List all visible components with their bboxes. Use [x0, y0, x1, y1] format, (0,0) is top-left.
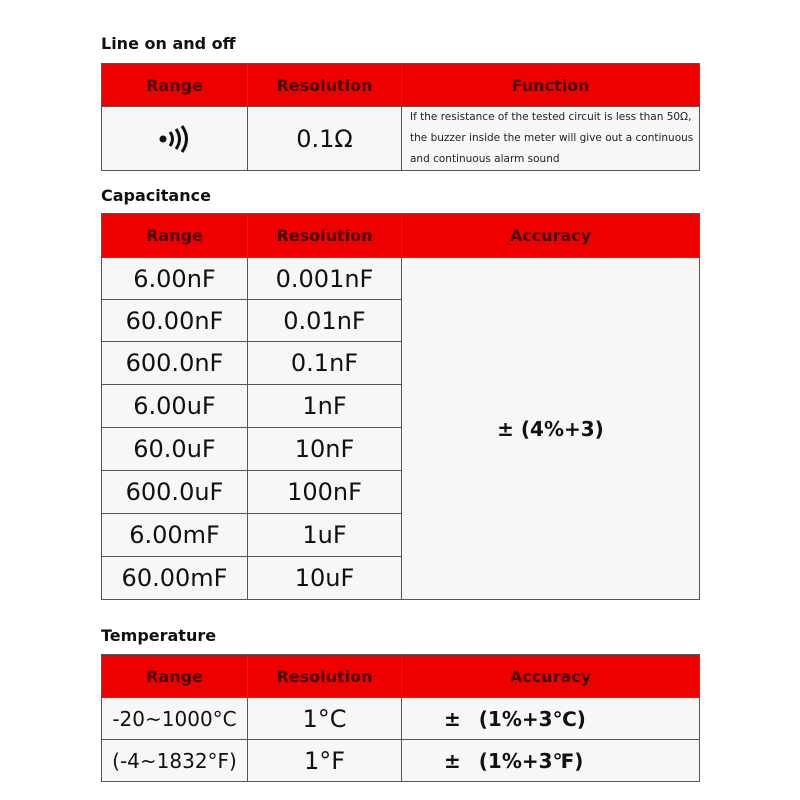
header-resolution: Resolution — [248, 64, 402, 107]
range-cell: 6.00mF — [102, 514, 248, 557]
header-accuracy: Accuracy — [402, 655, 700, 698]
header-accuracy: Accuracy — [402, 214, 700, 258]
function-line: If the resistance of the tested circuit is less than 50Ω, — [410, 111, 692, 123]
resolution-cell: 0.01nF — [248, 300, 402, 342]
range-cell: 60.00nF — [102, 300, 248, 342]
continuity-title: Line on and off — [101, 34, 236, 53]
resolution-cell: 1°F — [248, 740, 402, 782]
accuracy-value: (1%+3℃) — [478, 706, 586, 731]
range-cell: 60.00mF — [102, 557, 248, 600]
range-cell: 6.00nF — [102, 258, 248, 300]
table-row — [102, 107, 700, 171]
resolution-cell: 100nF — [248, 471, 402, 514]
range-cell: (-4~1832°F) — [102, 740, 248, 782]
accuracy-value: (1%+3℉) — [478, 748, 584, 773]
table-header-row — [102, 655, 700, 698]
header-range: Range — [102, 64, 248, 107]
continuity-table — [101, 63, 700, 171]
temperature-table — [101, 654, 700, 782]
table-header-row — [102, 214, 700, 258]
header-resolution: Resolution — [248, 655, 402, 698]
range-cell: -20~1000°C — [102, 698, 248, 740]
header-resolution: Resolution — [248, 214, 402, 258]
function-cell — [402, 107, 700, 171]
range-cell: 6.00uF — [102, 385, 248, 428]
plus-minus-sign: ± — [444, 706, 461, 731]
table-row — [102, 698, 700, 740]
accuracy-cell: ± (4%+3) — [402, 258, 700, 600]
table-header-row — [102, 64, 700, 107]
function-line: and continuous alarm sound — [410, 153, 560, 165]
capacitance-table — [101, 213, 700, 600]
buzzer-icon — [155, 124, 195, 154]
header-range: Range — [102, 214, 248, 258]
resolution-cell: 1°C — [248, 698, 402, 740]
accuracy-cell — [402, 740, 700, 782]
resolution-cell: 0.001nF — [248, 258, 402, 300]
header-function: Function — [402, 64, 700, 107]
resolution-cell: 0.1nF — [248, 342, 402, 385]
function-line: the buzzer inside the meter will give out a continuous — [410, 132, 694, 144]
temperature-title: Temperature — [101, 626, 217, 645]
resolution-cell: 1nF — [248, 385, 402, 428]
capacitance-title: Capacitance — [101, 186, 211, 205]
resolution-cell: 10uF — [248, 557, 402, 600]
range-cell: 600.0nF — [102, 342, 248, 385]
table-row — [102, 258, 700, 300]
range-cell — [102, 107, 248, 171]
range-cell: 60.0uF — [102, 428, 248, 471]
resolution-cell: 0.1Ω — [248, 107, 402, 171]
accuracy-cell — [402, 698, 700, 740]
plus-minus-sign: ± — [444, 748, 461, 773]
table-row — [102, 740, 700, 782]
header-range: Range — [102, 655, 248, 698]
range-cell: 600.0uF — [102, 471, 248, 514]
resolution-cell: 10nF — [248, 428, 402, 471]
resolution-cell: 1uF — [248, 514, 402, 557]
